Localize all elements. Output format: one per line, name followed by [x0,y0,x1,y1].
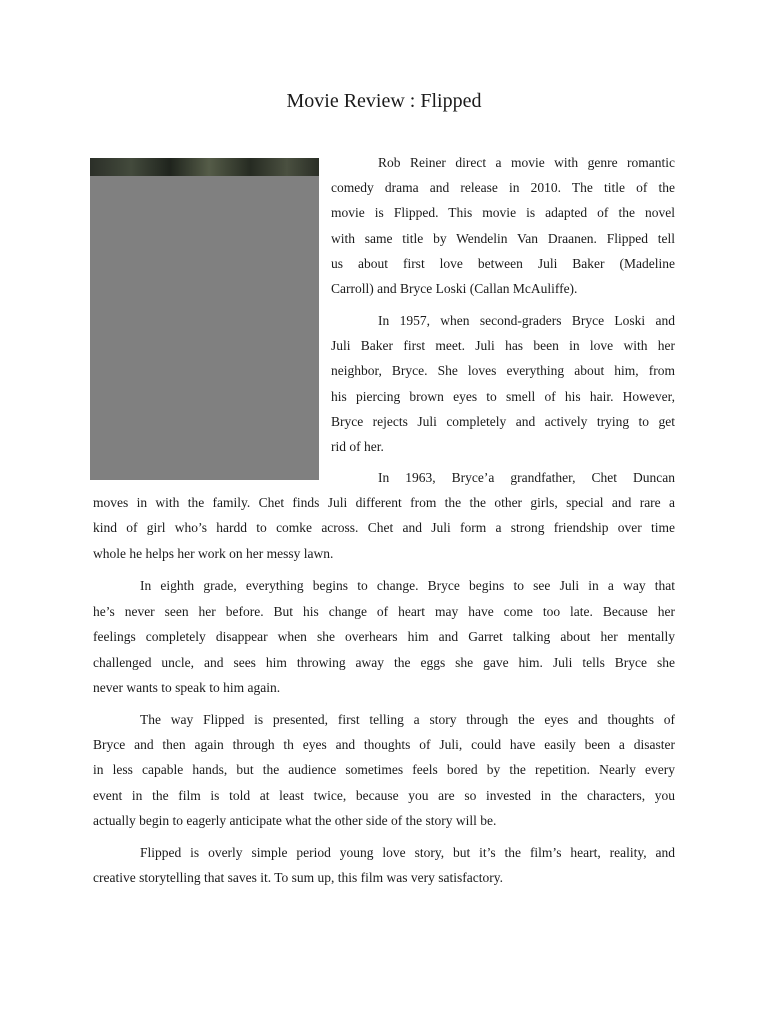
text-line: event in the film is told at least twice, because you are so invested in the characters, you [93,787,675,803]
paragraph-2 [331,308,675,459]
movie-poster-image [90,158,319,480]
text-line: neighbor, Bryce. She loves everything about him, from [331,363,675,379]
page-title: Movie Review : Flipped [286,90,482,112]
text-line: actually begin to eagerly anticipate what the other side of the story will be. [93,812,497,828]
text-line: Rob Reiner direct a movie with genre romantic [378,155,675,170]
paragraph-5 [93,707,675,833]
text-line: rid of her. [331,439,384,455]
text-line: his piercing brown eyes to smell of his hair. However, [331,388,675,404]
text-line: The way Flipped is presented, first telling a story through the eyes and thoughts of [140,712,675,727]
text-line: In 1963, Bryce’a grandfather, Chet Duncan [378,470,675,485]
text-line: us about first love between Juli Baker (Madeline [331,255,675,271]
text-line: he’s never seen her before. But his change of heart may have come too late. Because her [93,603,675,619]
text-line: Juli Baker first meet. Juli has been in love with her [331,338,675,354]
paragraph-3 [93,465,675,566]
text-line: In 1957, when second-graders Bryce Loski and [378,313,675,328]
text-line: Bryce and then again through th eyes and thoughts of Juli, could have easily been a disaster [93,737,675,753]
text-line: comedy drama and release in 2010. The title of the [331,180,675,196]
text-line: Carroll) and Bryce Loski (Callan McAuliffe). [331,281,578,297]
text-line: never wants to speak to him again. [93,680,281,695]
paragraph-4 [93,573,675,701]
text-line: feelings completely disappear when she overhears him and Garret talking about her mentally [93,629,675,644]
text-line: in less capable hands, but the audience sometimes feels bored by the repetition. Nearly every [93,762,675,778]
text-line: challenged uncle, and sees him throwing away the eggs she gave him. Juli tells Bryce she [93,654,675,670]
poster-photo-strip [90,158,319,176]
text-line: In eighth grade, everything begins to change. Bryce begins to see Juli in a way that [140,578,675,593]
text-line: movie is Flipped. This movie is adapted of the novel [331,205,675,221]
text-line: with same title by Wendelin Van Draanen. Flipped tell [331,230,675,246]
text-line: kind of girl who’s hardd to comke across. Chet and Juli form a strong friendship over time [93,520,675,536]
text-line: creative storytelling that saves it. To sum up, this film was very satisfactory. [93,870,503,886]
text-line: whole he helps her work on her messy lawn. [93,545,334,561]
text-line: moves in with the family. Chet finds Juli different from the the other girls, special and rare a [93,495,675,511]
text-line: Bryce rejects Juli completely and actively trying to get [331,413,675,429]
text-line: Flipped is overly simple period young love story, but it’s the film’s heart, reality, and [140,845,675,860]
paragraph-1 [331,150,675,301]
paragraph-6 [93,840,675,890]
